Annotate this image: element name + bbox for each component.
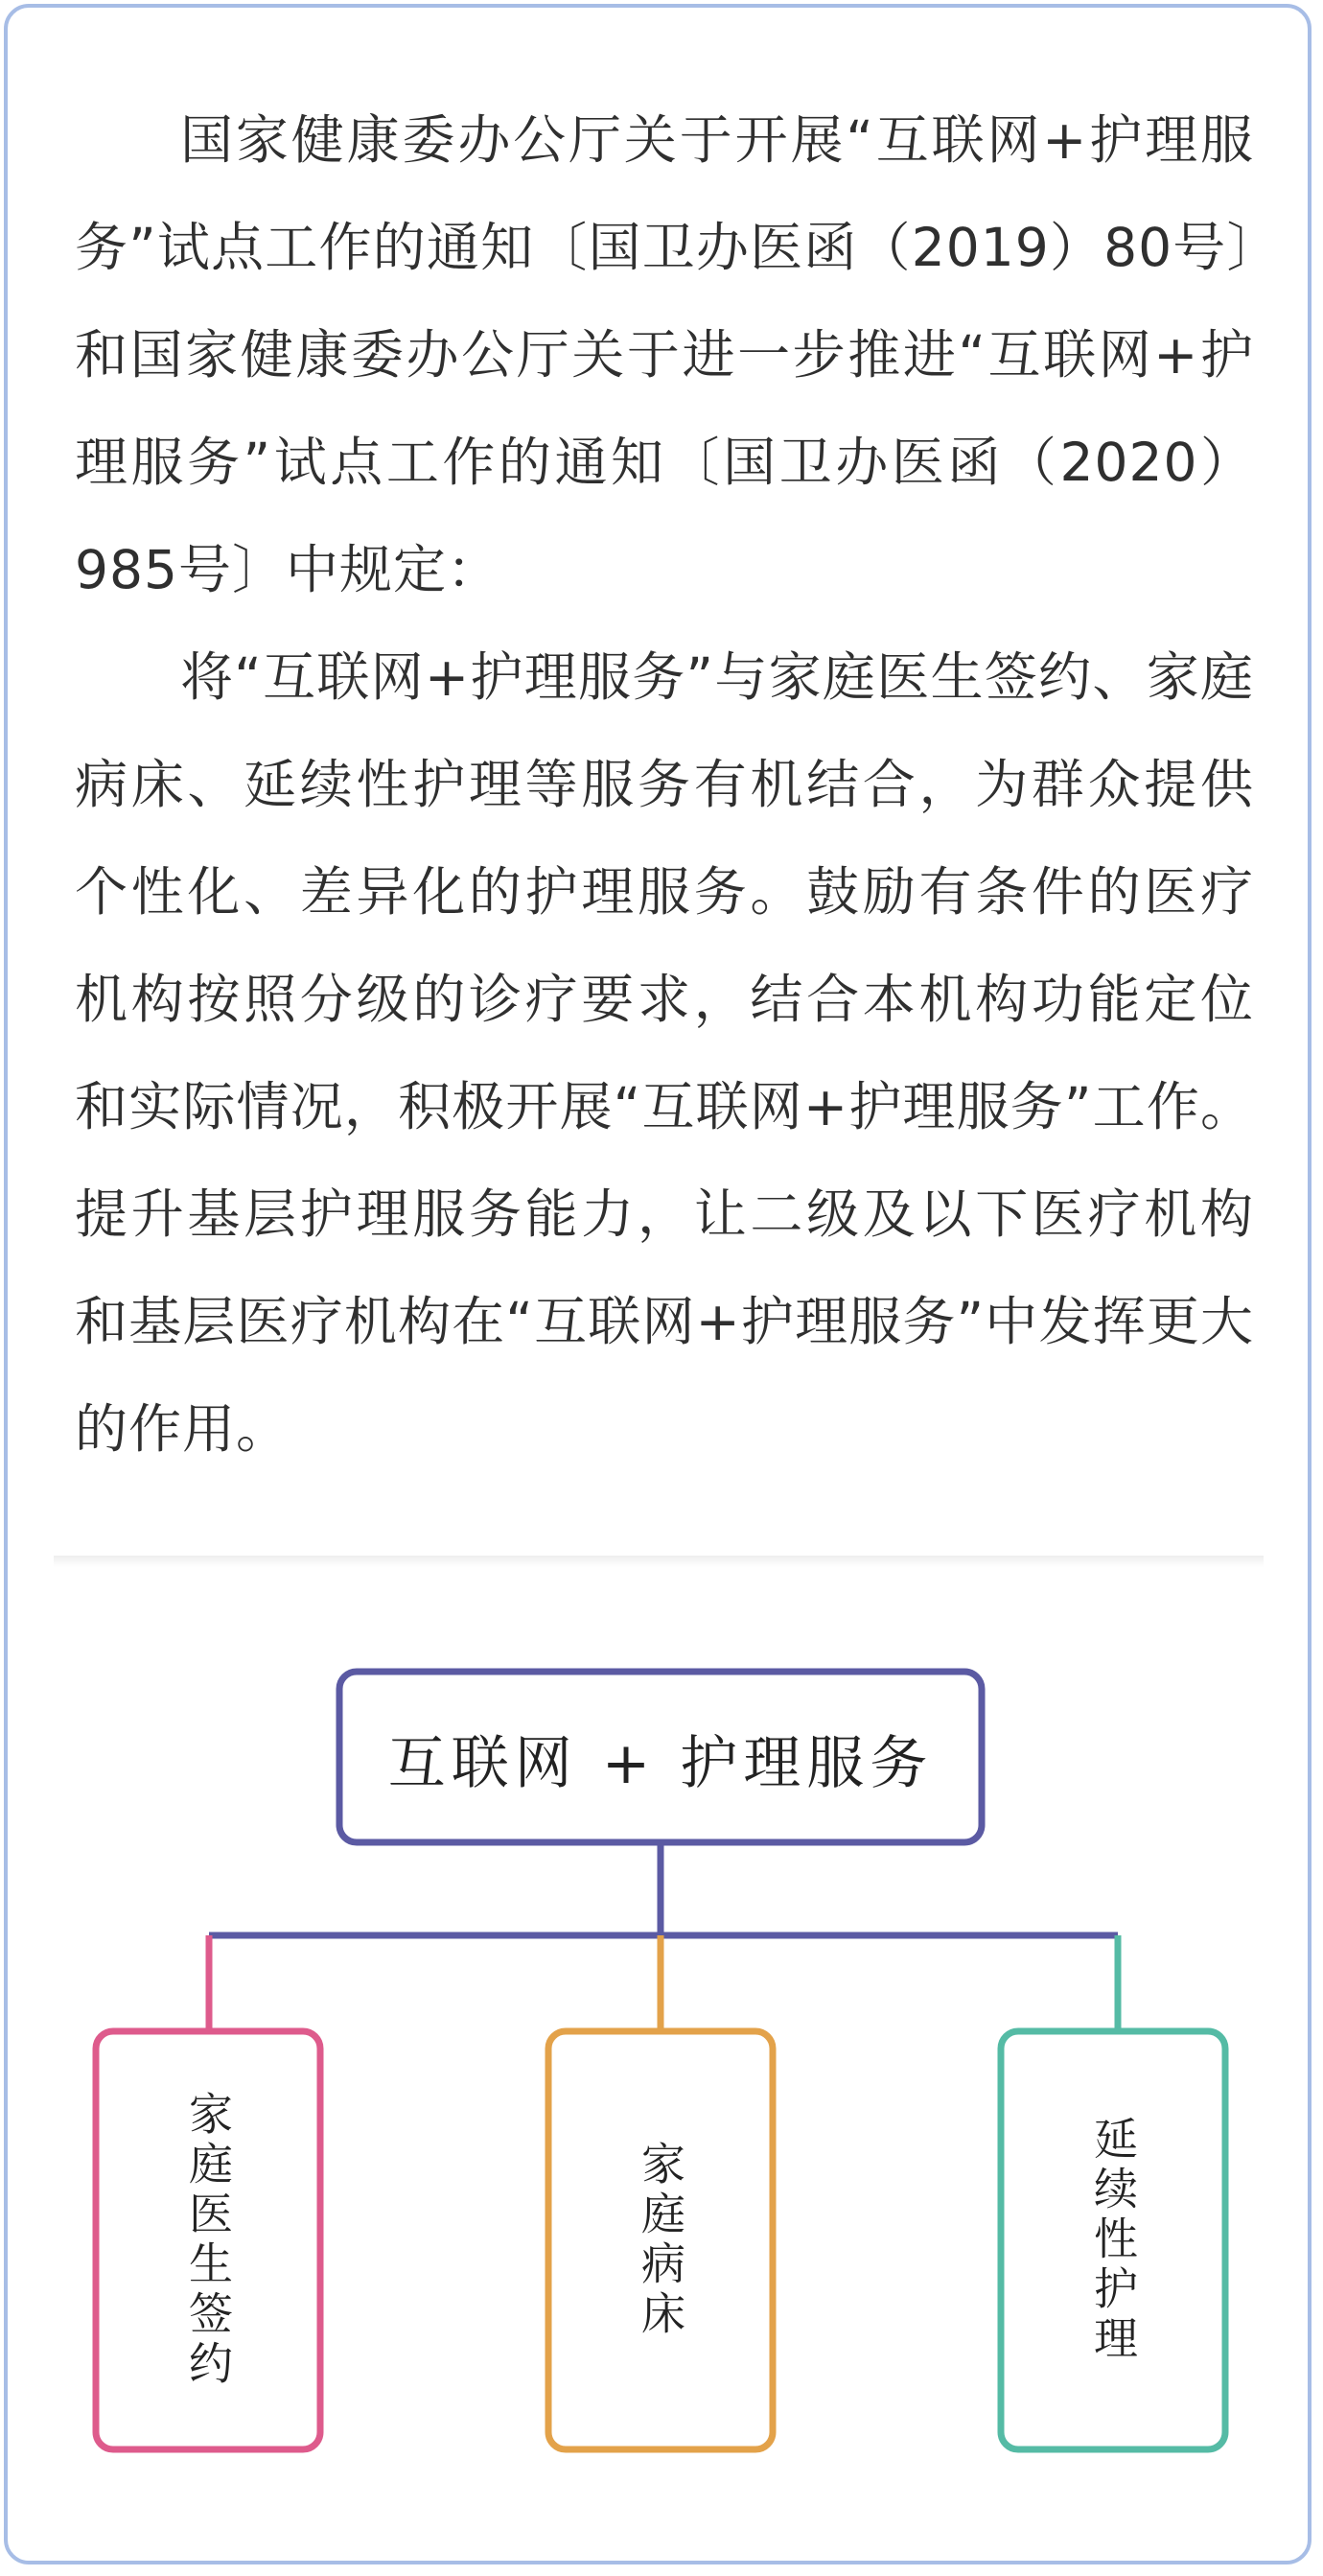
paragraph-regulation-source: 国家健康委办公厅关于开展“互联网+护理服务”试点工作的通知〔国卫办医函（2019）80号〕和国家健康委办公厅关于进一步推进“互联网+护理服务”试点工作的通知〔国卫办医函（2020）985号〕中规定： [75, 109, 1254, 600]
child-node-label-3: 延续性护理 [1087, 2116, 1139, 2365]
paragraph-regulation-content: 将“互联网+护理服务”与家庭医生签约、家庭病床、延续性护理等服务有机结合，为群众提供个性化、差异化的护理服务。鼓励有条件的医疗机构按照分级的诊疗要求，结合本机构功能定位和实际情况，积极开展“互联网+护理服务”工作。提升基层护理服务能力，让二级及以下医疗机构和基层医疗机构在“互联网+护理服务”中发挥更大的作用。 [75, 646, 1254, 1460]
child-node-label-2: 家庭病床 [635, 2141, 686, 2340]
root-node-label: 互联网 + 护理服务 [387, 1730, 934, 1797]
child-node-label-1: 家庭医生签约 [182, 2091, 234, 2390]
